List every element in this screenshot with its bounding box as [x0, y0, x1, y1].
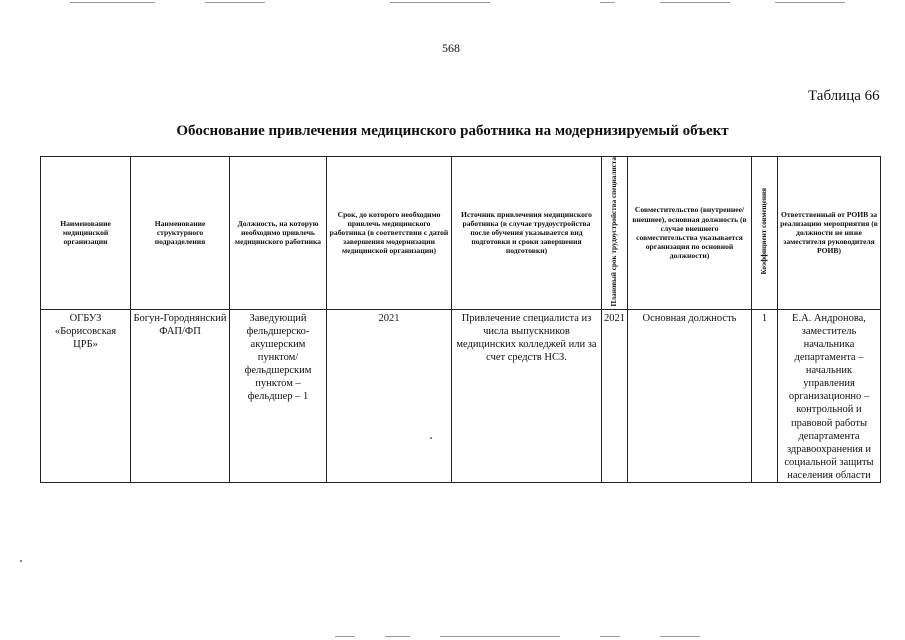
column-header-text: Коэффициент совмещения — [760, 188, 769, 275]
scan-artifact-line — [600, 636, 620, 637]
scan-artifact-line — [205, 2, 265, 3]
column-header: Ответственный от РОИВ за реализацию мероприятия (в должности не ниже заместителя руководителя РОИВ) — [778, 157, 881, 310]
column-header-text: Плановый срок трудоустройства специалиста — [610, 157, 619, 307]
cell-subdivision: Богун-Городнянский ФАП/ФП — [131, 309, 230, 483]
scan-artifact-line — [775, 2, 845, 3]
cell-planned-date: 2021 — [602, 309, 628, 483]
justification-table — [40, 156, 881, 483]
scan-artifact-line — [660, 2, 730, 3]
scan-artifact-line — [385, 636, 410, 637]
scan-artifact-line — [390, 2, 490, 3]
cell-organization: ОГБУЗ «Борисовская ЦРБ» — [41, 309, 131, 483]
scan-speck — [20, 560, 22, 562]
scan-artifact-line — [600, 2, 615, 3]
column-header: Должность, на которую необходимо привлечь медицинского работника — [230, 157, 327, 310]
table-header-row — [41, 157, 881, 310]
column-header: Срок, до которого необходимо привлечь медицинского работника (в соответствии с датой завершения модернизации медицинской организации) — [327, 157, 452, 310]
column-header: Наименование медицинской организации — [41, 157, 131, 310]
cell-combination: Основная должность — [628, 309, 752, 483]
scan-artifact-line — [335, 636, 355, 637]
column-header: Совместительство (внутреннее/ внешнее), основная должность (в случае внешнего совместительства указывается организация по основной должности) — [628, 157, 752, 310]
column-header: Источник привлечения медицинского работника (в случае трудоустройства после обучения указывается вид подготовки и сроки завершения подготовки) — [452, 157, 602, 310]
column-header — [602, 157, 628, 310]
page-number: 568 — [442, 41, 460, 55]
scan-artifact-line — [440, 636, 560, 637]
cell-responsible: Е.А. Андронова, заместитель начальника департамента – начальник управления организационно – контрольной и правовой работы департамента здравоохранения и социальной защиты населения области — [778, 309, 881, 483]
document-title: Обоснование привлечения медицинского работника на модернизируемый объект — [176, 123, 729, 139]
cell-position: Заведующий фельдшерско-акушерским пунктом/фельдшерским пунктом – фельдшер – 1 — [230, 309, 327, 483]
column-header: Наименование структурного подразделения — [131, 157, 230, 310]
table-row — [41, 309, 881, 483]
table-label: Таблица 66 — [808, 88, 880, 104]
cell-source: Привлечение специалиста из числа выпускников медицинских колледжей или за счет средств НСЗ. — [452, 309, 602, 483]
column-header — [752, 157, 778, 310]
cell-deadline: 2021 — [327, 309, 452, 483]
scan-artifact-line — [660, 636, 700, 637]
scan-artifact-line — [70, 2, 155, 3]
cell-coefficient: 1 — [752, 309, 778, 483]
